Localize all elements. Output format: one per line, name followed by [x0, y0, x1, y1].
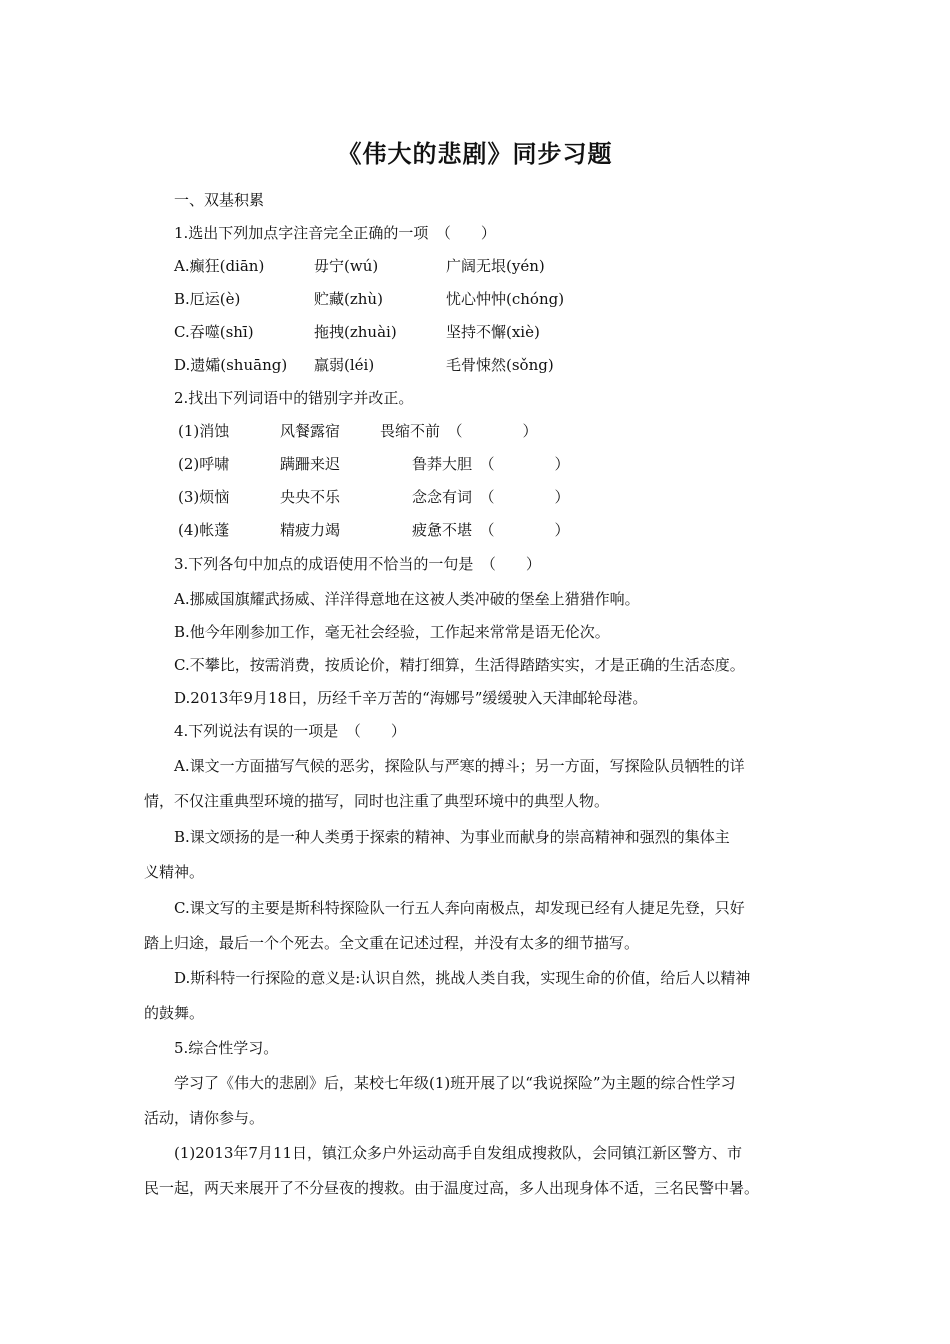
question-3-stem: 3.下列各句中加点的成语使用不恰当的一句是 （ ）: [174, 555, 541, 573]
q1-option-b-2: 贮藏(zhù): [314, 290, 383, 308]
q2-row-1-word-3: 畏缩不前 （ ）: [380, 422, 538, 440]
q5-line-2: 活动，请你参与。: [144, 1109, 265, 1127]
q4-line-6: 踏上归途，最后一个个死去。全文重在记述过程，并没有太多的细节描写。: [144, 934, 640, 952]
question-2-stem: 2.找出下列词语中的错别字并改正。: [174, 389, 414, 407]
q5-line-4: 民一起，两天来展开了不分昼夜的搜救。由于温度过高，多人出现身体不适，三名民警中暑。: [144, 1179, 760, 1197]
q3-option-a: A.挪威国旗耀武扬威、洋洋得意地在这被人类冲破的堡垒上猎猎作响。: [174, 590, 640, 608]
q1-option-b-1: B.厄运(è): [174, 290, 241, 308]
q1-option-c-1: C.吞噬(shī): [174, 323, 254, 341]
q2-row-3-word-2: 央央不乐: [280, 488, 341, 506]
q2-row-2-word-1: (2)呼啸: [178, 455, 230, 473]
q1-option-c-3: 坚持不懈(xiè): [446, 323, 540, 341]
question-5-stem: 5.综合性学习。: [174, 1039, 279, 1057]
q4-line-2: 情，不仅注重典型环境的描写，同时也注重了典型环境中的典型人物。: [144, 792, 610, 810]
q4-line-3: B.课文颂扬的是一种人类勇于探索的精神、为事业而献身的崇高精神和强烈的集体主: [174, 828, 730, 846]
q1-option-d-2: 羸弱(léi): [314, 356, 375, 374]
q4-line-1: A.课文一方面描写气候的恶劣，探险队与严寒的搏斗；另一方面，写探险队员牺牲的详: [174, 757, 745, 775]
q1-option-a-2: 毋宁(wú): [314, 257, 379, 275]
question-4-stem: 4.下列说法有误的一项是 （ ）: [174, 722, 406, 740]
question-1-stem: 1.选出下列加点字注音完全正确的一项 （ ）: [174, 224, 496, 242]
q1-option-d-3: 毛骨悚然(sǒng): [446, 356, 554, 374]
q4-line-7: D.斯科特一行探险的意义是:认识自然，挑战人类自我，实现生命的价值，给后人以精神: [174, 969, 751, 987]
section-heading: 一、双基积累: [174, 191, 265, 209]
q2-row-4-word-2: 精疲力竭: [280, 521, 341, 539]
q3-option-b: B.他今年刚参加工作，毫无社会经验，工作起来常常是语无伦次。: [174, 623, 610, 641]
q2-row-4-word-3: 疲惫不堪 （ ）: [412, 521, 570, 539]
q4-line-5: C.课文写的主要是斯科特探险队一行五人奔向南极点，却发现已经有人捷足先登，只好: [174, 899, 745, 917]
q2-row-1-word-1: (1)消蚀: [178, 422, 230, 440]
q2-row-1-word-2: 风餐露宿: [280, 422, 341, 440]
q2-row-3-word-1: (3)烦恼: [178, 488, 230, 506]
q1-option-a-1: A.癫狂(diān): [174, 257, 265, 275]
q2-row-2-word-3: 鲁莽大胆 （ ）: [412, 455, 570, 473]
q4-line-4: 义精神。: [144, 863, 205, 881]
q1-option-a-3: 广阔无垠(yén): [446, 257, 545, 275]
q2-row-4-word-1: (4)帐蓬: [178, 521, 230, 539]
q1-option-d-1: D.遗孀(shuāng): [174, 356, 288, 374]
q2-row-3-word-3: 念念有词 （ ）: [412, 488, 570, 506]
page-title: 《伟大的悲剧》同步习题: [337, 140, 613, 168]
q4-line-8: 的鼓舞。: [144, 1004, 205, 1022]
q1-option-c-2: 拖拽(zhuài): [314, 323, 397, 341]
q3-option-d: D.2013年9月18日，历经千辛万苦的“海娜号”缓缓驶入天津邮轮母港。: [174, 689, 648, 707]
q1-option-b-3: 忧心忡忡(chóng): [446, 290, 565, 308]
q5-line-1: 学习了《伟大的悲剧》后，某校七年级(1)班开展了以“我说探险”为主题的综合性学习: [174, 1074, 736, 1092]
q3-option-c: C.不攀比，按需消费，按质论价，精打细算，生活得踏踏实实，才是正确的生活态度。: [174, 656, 745, 674]
q5-line-3: (1)2013年7月11日，镇江众多户外运动高手自发组成搜救队，会同镇江新区警方、市: [174, 1144, 743, 1162]
q2-row-2-word-2: 蹒跚来迟: [280, 455, 341, 473]
